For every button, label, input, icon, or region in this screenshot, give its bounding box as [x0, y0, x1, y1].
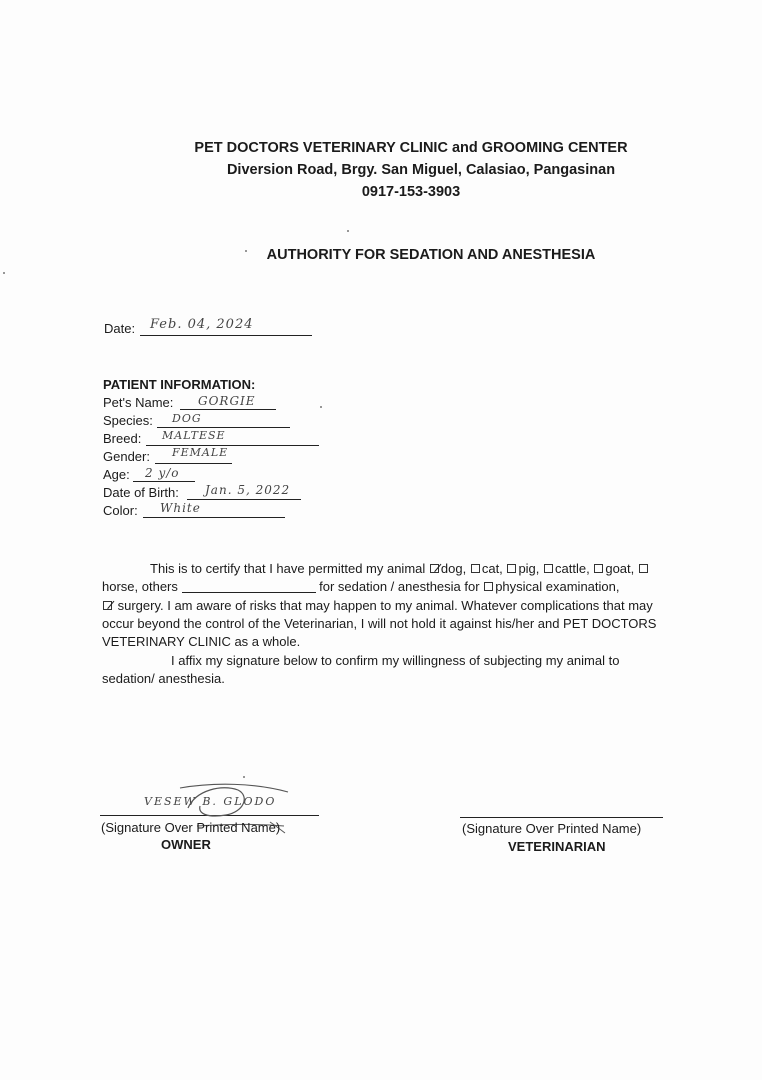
pet-name-label: Pet's Name:	[103, 395, 174, 410]
checkbox-dog[interactable]	[430, 564, 439, 573]
checkbox-physical-exam[interactable]	[484, 582, 493, 591]
species-label: Species:	[103, 413, 153, 428]
dob-value[interactable]: Jan. 5, 2022	[205, 483, 291, 497]
dob-label: Date of Birth:	[103, 485, 179, 500]
checkbox-pig[interactable]	[507, 564, 516, 573]
checkbox-horse[interactable]	[639, 564, 648, 573]
owner-signature-scribble	[0, 0, 1, 1]
age-value[interactable]: 2 y/o	[145, 466, 180, 480]
patient-section-label: PATIENT INFORMATION:	[103, 377, 256, 392]
gender-value[interactable]: FEMALE	[172, 446, 229, 459]
consent-intro: This is to certify that I have permitted my animal	[150, 561, 426, 576]
species-value[interactable]: DOG	[172, 412, 202, 425]
checkbox-cat[interactable]	[471, 564, 480, 573]
color-label: Color:	[103, 503, 138, 518]
option-cat: cat,	[481, 561, 503, 576]
date-line	[140, 335, 312, 336]
vet-role-label: VETERINARIAN	[508, 839, 606, 854]
breed-label: Breed:	[103, 431, 142, 446]
owner-role-label: OWNER	[161, 837, 211, 852]
consent-line-4: occur beyond the control of the Veterinarian, I will not hold it against his/her and PET DOCTORS	[102, 616, 657, 631]
option-dog: dog,	[440, 561, 467, 576]
pet-name-value[interactable]: GORGIE	[198, 394, 256, 408]
option-goat: goat,	[605, 561, 635, 576]
gender-label: Gender:	[103, 449, 150, 464]
age-line	[133, 481, 195, 482]
consent-sedation-for: for sedation / anesthesia for	[319, 579, 480, 594]
gender-line	[155, 463, 232, 464]
consent-line-2	[102, 578, 619, 597]
dob-line	[187, 499, 301, 500]
consent-line-1	[150, 560, 650, 579]
option-physical-exam: physical examination,	[495, 579, 620, 594]
consent-line-5: VETERINARY CLINIC as a whole.	[102, 634, 301, 649]
vet-signature-line[interactable]	[460, 817, 663, 818]
form-title: AUTHORITY FOR SEDATION AND ANESTHESIA	[266, 247, 596, 263]
scan-speck	[245, 250, 247, 252]
clinic-name: PET DOCTORS VETERINARY CLINIC and GROOMING CENTER	[194, 140, 628, 156]
date-label: Date:	[104, 321, 136, 336]
owner-signature-text[interactable]: VESEW B. GLODO	[144, 795, 277, 808]
option-horse-others: horse, others	[102, 579, 178, 594]
option-pig: pig,	[518, 561, 540, 576]
checkbox-goat[interactable]	[594, 564, 603, 573]
scan-speck	[347, 230, 349, 232]
age-label: Age:	[103, 467, 130, 482]
owner-signature-caption: (Signature Over Printed Name)	[101, 820, 281, 835]
clinic-address: Diversion Road, Brgy. San Miguel, Calasiao, Pangasinan	[226, 162, 616, 178]
clinic-phone: 0917-153-3903	[361, 184, 461, 200]
scan-speck	[320, 406, 322, 408]
date-value[interactable]: Feb. 04, 2024	[150, 317, 254, 332]
scan-speck	[3, 272, 5, 274]
others-blank-line[interactable]	[182, 580, 316, 593]
scan-speck	[243, 776, 245, 778]
consent-line-3	[102, 597, 653, 616]
checkbox-surgery[interactable]	[103, 601, 112, 610]
color-line	[143, 517, 285, 518]
species-line	[157, 427, 290, 428]
consent-surgery-text: surgery. I am aware of risks that may happen to my animal. Whatever complications that may	[117, 598, 653, 613]
option-cattle: cattle,	[555, 561, 590, 576]
vet-signature-caption: (Signature Over Printed Name)	[462, 821, 642, 836]
consent-line-6: I affix my signature below to confirm my willingness of subjecting my animal to	[171, 653, 620, 668]
breed-value[interactable]: MALTESE	[162, 429, 226, 442]
consent-line-7: sedation/ anesthesia.	[102, 671, 225, 686]
color-value[interactable]: White	[160, 501, 201, 515]
pet-name-line	[180, 409, 276, 410]
checkbox-cattle[interactable]	[544, 564, 553, 573]
